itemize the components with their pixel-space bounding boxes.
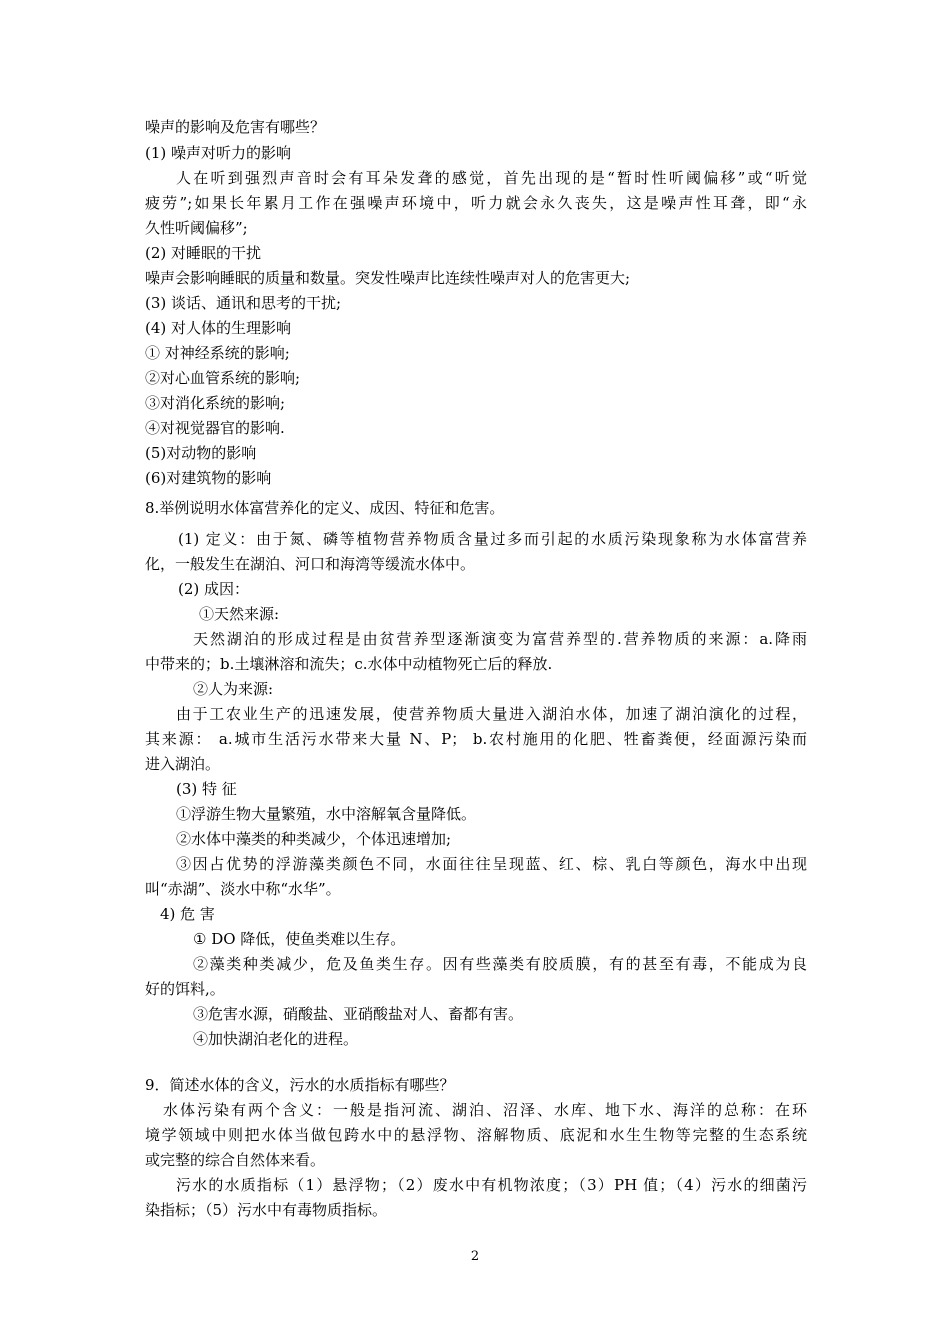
q9-indicators-line-1: 污水的水质指标（1）悬浮物；（2）废水中有机物浓度；（3）PH 值；（4）污水的细菌污 [176,1176,807,1194]
q9-meaning-line-2: 境学领域中则把水体当做包跨水中的悬浮物、溶解物质、底泥和水生生物等完整的生态系统 [145,1126,807,1144]
noise-item-4-sub-1: ① 对神经系统的影响; [145,344,290,362]
noise-item-2-text: 噪声会影响睡眠的质量和数量。突发性噪声比连续性噪声对人的危害更大; [145,269,631,287]
q8-harm-2-line-2: 好的饵料,。 [145,980,225,998]
q8-natural-source-heading: ①天然来源: [199,605,280,623]
q8-harm-2-line-1: ②藻类种类减少，危及鱼类生存。因有些藻类有胶质膜，有的甚至有毒，不能成为良 [193,955,807,973]
q8-harm-4: ④加快湖泊老化的进程。 [193,1030,359,1048]
q8-natural-source-line-2: 中带来的；b.土壤淋溶和流失；c.水体中动植物死亡后的释放. [145,655,553,673]
noise-item-5-heading: (5)对动物的影响 [145,444,257,462]
q8-feature-3-line-2: 叫“赤湖”、淡水中称“水华”。 [145,880,341,898]
noise-item-1-heading: (1) 噪声对听力的影响 [145,144,292,162]
q8-definition-line-1: (1) 定义：由于氮、磷等植物营养物质含量过多而引起的水质污染现象称为水体富营养 [178,530,807,548]
noise-item-4-sub-3: ③对消化系统的影响; [145,394,286,412]
q8-features-heading: (3) 特 征 [176,780,237,798]
q8-feature-1: ①浮游生物大量繁殖，水中溶解氧含量降低。 [176,805,477,823]
noise-item-1-text-line-1: 人在听到强烈声音时会有耳朵发聋的感觉，首先出现的是“暂时性听阈偏移”或“听觉 [176,169,807,187]
q8-human-source-line-1: 由于工农业生产的迅速发展，使营养物质大量进入湖泊水体，加速了湖泊演化的过程， [176,705,807,723]
noise-item-4-heading: (4) 对人体的生理影响 [145,319,292,337]
noise-item-4-sub-4: ④对视觉器官的影响. [145,419,285,437]
q9-meaning-line-1: 水体污染有两个含义：一般是指河流、湖泊、沼泽、水库、地下水、海洋的总称：在环 [163,1101,807,1119]
q8-natural-source-line-1: 天然湖泊的形成过程是由贫营养型逐渐演变为富营养型的.营养物质的来源：a.降雨 [193,630,807,648]
q8-human-source-heading: ②人为来源: [193,680,274,698]
q8-human-source-line-2: 其来源： a.城市生活污水带来大量 N、P； b.农村施用的化肥、牲畜粪便，经面源污染而 [145,730,807,748]
q9-indicators-line-2: 染指标；（5）污水中有毒物质指标。 [145,1201,388,1219]
noise-question-heading: 噪声的影响及危害有哪些？ [145,118,326,136]
q9-meaning-line-3: 或完整的综合自然体来看。 [145,1151,326,1169]
q8-harm-1: ① DO 降低，使鱼类难以生存。 [193,930,406,948]
noise-item-3-heading: (3) 谈话、通讯和思考的干扰; [145,294,342,312]
q8-human-source-line-3: 进入湖泊。 [145,755,221,773]
noise-item-2-heading: (2) 对睡眠的干扰 [145,244,262,262]
page-number: 2 [470,1249,480,1264]
q8-feature-3-line-1: ③因占优势的浮游藻类颜色不同，水面往往呈现蓝、红、棕、乳白等颜色，海水中出现 [176,855,807,873]
noise-item-4-sub-2: ②对心血管系统的影响; [145,369,301,387]
q8-feature-2: ②水体中藻类的种类减少，个体迅速增加; [176,830,452,848]
q8-harms-heading: 4) 危 害 [160,905,215,923]
noise-item-1-text-line-3: 久性听阈偏移”; [145,219,248,237]
q8-causes-heading: (2) 成因： [178,580,250,598]
question-8-heading: 8.举例说明水体富营养化的定义、成因、特征和危害。 [145,499,505,517]
question-9-heading: 9．简述水体的含义，污水的水质指标有哪些？ [145,1076,455,1094]
noise-item-6-heading: (6)对建筑物的影响 [145,469,272,487]
q8-harm-3: ③危害水源，硝酸盐、亚硝酸盐对人、畜都有害。 [193,1005,524,1023]
noise-item-1-text-line-2: 疲劳”;如果长年累月工作在强噪声环境中，听力就会永久丧失，这是噪声性耳聋，即“永 [145,194,807,212]
q8-definition-line-2: 化，一般发生在湖泊、河口和海湾等缓流水体中。 [145,555,476,573]
